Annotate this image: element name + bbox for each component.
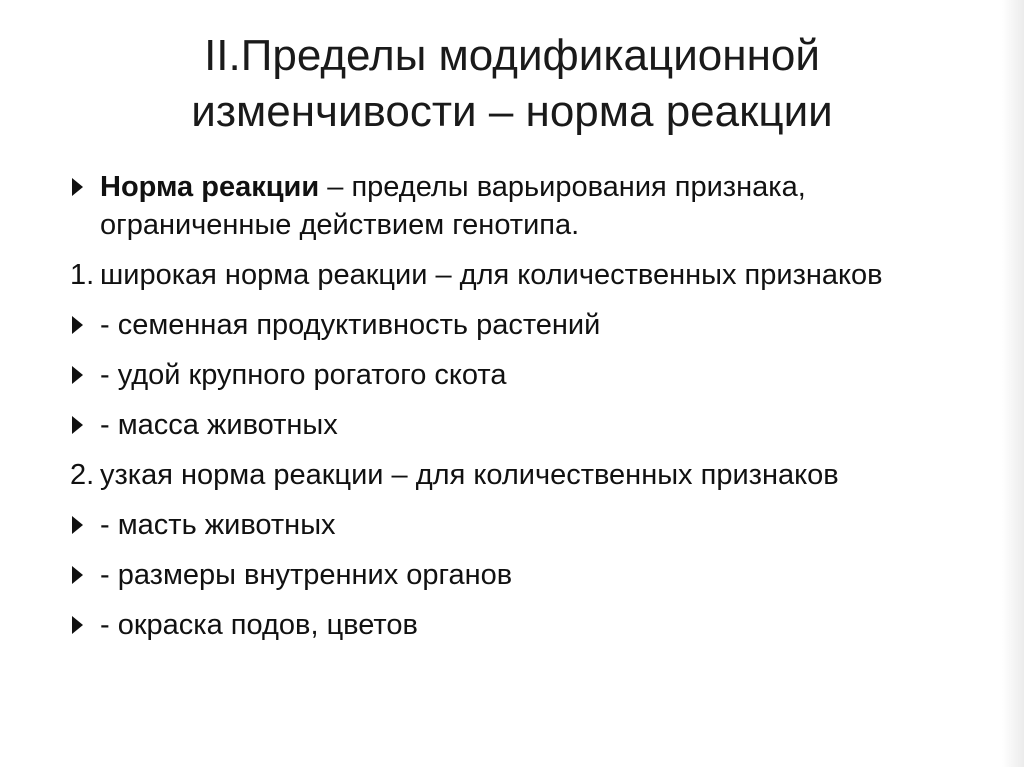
group-2-label: узкая норма реакции – для количественных признаков [100, 459, 839, 491]
definition-item [70, 168, 970, 244]
group-2-heading [70, 456, 970, 494]
group-1-label: широкая норма реакции – для количественных признаков [100, 259, 883, 291]
definition-text: – пределы варьирования признака, ограниченные действием генотипа. [100, 171, 806, 241]
slide-title [70, 28, 954, 140]
group-1-heading [70, 256, 970, 294]
list-item-text: - размеры внутренних органов [100, 559, 513, 591]
arrow-bullet-icon [72, 416, 83, 434]
definition-term: Норма реакции [100, 171, 320, 203]
list-item [70, 356, 970, 394]
list-item [70, 406, 970, 444]
arrow-bullet-icon [72, 616, 83, 634]
list-item-text: - удой крупного рогатого скота [100, 359, 507, 391]
list-item-text: - масса животных [100, 409, 338, 441]
slide-edge-shadow [1002, 0, 1024, 767]
arrow-bullet-icon [72, 316, 83, 334]
arrow-bullet-icon [72, 516, 83, 534]
group-1-number: 1. [70, 259, 95, 291]
list-item-text: - семенная продуктивность растений [100, 309, 601, 341]
arrow-bullet-icon [72, 178, 83, 196]
list-item [70, 606, 970, 644]
list-item-text: - масть животных [100, 509, 336, 541]
title-line-1: II.Пределы модификационной [204, 31, 820, 80]
list-item [70, 556, 970, 594]
arrow-bullet-icon [72, 366, 83, 384]
list-item-text: - окраска подов, цветов [100, 609, 418, 641]
slide-content [70, 168, 970, 656]
arrow-bullet-icon [72, 566, 83, 584]
group-2-number: 2. [70, 459, 95, 491]
title-line-2: изменчивости – норма реакции [191, 87, 833, 136]
list-item [70, 306, 970, 344]
list-item [70, 506, 970, 544]
